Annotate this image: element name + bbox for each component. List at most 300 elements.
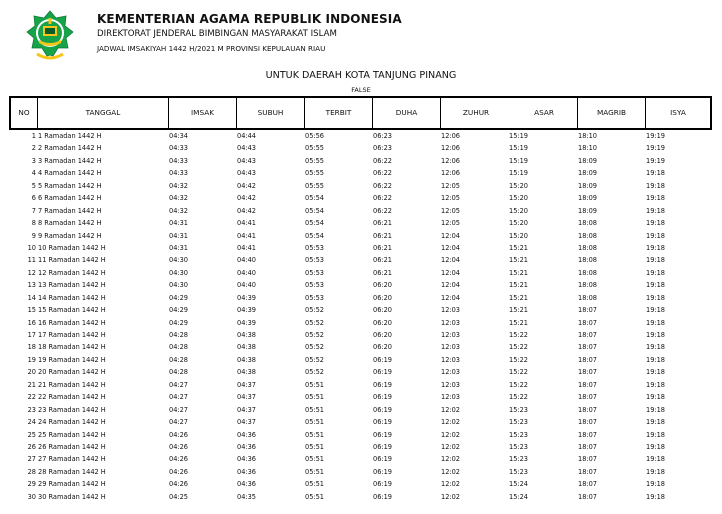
row-subuh: 04:38 xyxy=(237,355,257,364)
row-no: 26 xyxy=(27,442,36,451)
row-imsak: 04:31 xyxy=(169,243,189,252)
row-terbit: 05:55 xyxy=(305,181,325,190)
row-asar: 15:23 xyxy=(509,442,529,451)
row-imsak: 04:27 xyxy=(169,393,189,402)
row-imsak: 04:28 xyxy=(169,331,189,339)
row-tanggal: 6 Ramadan 1442 H xyxy=(38,194,102,203)
row-duha: 06:19 xyxy=(373,393,393,402)
row-no: 14 xyxy=(27,293,36,302)
row-magrib: 18:08 xyxy=(578,293,598,302)
row-no: 25 xyxy=(27,430,36,439)
row-subuh: 04:41 xyxy=(237,231,257,240)
row-no: 19 xyxy=(27,355,36,364)
row-subuh: 04:40 xyxy=(237,256,257,265)
row-no: 1 xyxy=(31,132,36,140)
row-terbit: 05:54 xyxy=(305,194,325,203)
row-isya: 19:18 xyxy=(646,430,666,439)
row-imsak: 04:30 xyxy=(169,256,189,265)
row-subuh: 04:39 xyxy=(237,318,257,327)
table-row xyxy=(9,329,712,341)
row-no: 24 xyxy=(27,418,36,427)
row-magrib: 18:09 xyxy=(578,156,598,165)
table-row xyxy=(9,379,712,391)
table-row xyxy=(9,254,712,266)
row-no: 10 xyxy=(27,243,36,252)
row-zuhur: 12:05 xyxy=(441,206,461,215)
row-subuh: 04:36 xyxy=(237,442,257,451)
row-magrib: 18:07 xyxy=(578,418,598,427)
row-magrib: 18:09 xyxy=(578,169,598,178)
row-asar: 15:19 xyxy=(509,169,529,178)
row-duha: 06:21 xyxy=(373,268,393,277)
row-terbit: 05:55 xyxy=(305,169,325,178)
row-subuh: 04:43 xyxy=(237,156,257,165)
row-isya: 19:18 xyxy=(646,455,666,464)
row-imsak: 04:25 xyxy=(169,492,189,501)
row-isya: 19:18 xyxy=(646,293,666,302)
row-terbit: 05:53 xyxy=(305,281,325,290)
row-no: 23 xyxy=(27,405,36,414)
row-tanggal: 21 Ramadan 1442 H xyxy=(38,380,106,389)
row-magrib: 18:07 xyxy=(578,405,598,414)
row-asar: 15:19 xyxy=(509,132,529,140)
row-imsak: 04:27 xyxy=(169,380,189,389)
row-magrib: 18:08 xyxy=(578,268,598,277)
table-row xyxy=(9,267,712,279)
row-asar: 15:20 xyxy=(509,206,529,215)
row-no: 15 xyxy=(27,306,36,315)
row-no: 2 xyxy=(31,144,36,153)
row-no: 11 xyxy=(27,256,36,265)
row-subuh: 04:37 xyxy=(237,393,257,402)
row-magrib: 18:07 xyxy=(578,318,598,327)
row-imsak: 04:26 xyxy=(169,480,189,489)
row-zuhur: 12:02 xyxy=(441,455,461,464)
row-duha: 06:20 xyxy=(373,293,393,302)
table-row xyxy=(9,441,712,453)
row-terbit: 05:56 xyxy=(305,132,325,140)
row-isya: 19:18 xyxy=(646,318,666,327)
row-magrib: 18:08 xyxy=(578,243,598,252)
row-zuhur: 12:06 xyxy=(441,144,461,153)
row-duha: 06:19 xyxy=(373,480,393,489)
col-isya: ISYA xyxy=(670,108,686,117)
row-terbit: 05:51 xyxy=(305,380,325,389)
row-tanggal: 30 Ramadan 1442 H xyxy=(38,492,106,501)
row-no: 22 xyxy=(27,393,36,402)
row-duha: 06:20 xyxy=(373,343,393,352)
row-duha: 06:19 xyxy=(373,467,393,476)
row-imsak: 04:28 xyxy=(169,355,189,364)
row-isya: 19:19 xyxy=(646,156,666,165)
row-asar: 15:22 xyxy=(509,368,529,377)
row-asar: 15:21 xyxy=(509,268,529,277)
row-isya: 19:18 xyxy=(646,480,666,489)
row-duha: 06:19 xyxy=(373,492,393,501)
row-tanggal: 10 Ramadan 1442 H xyxy=(38,243,106,252)
col-imsak: IMSAK xyxy=(191,108,214,117)
row-tanggal: 18 Ramadan 1442 H xyxy=(38,343,106,352)
row-subuh: 04:42 xyxy=(237,181,257,190)
row-zuhur: 12:02 xyxy=(441,442,461,451)
row-asar: 15:22 xyxy=(509,380,529,389)
row-subuh: 04:37 xyxy=(237,405,257,414)
row-terbit: 05:53 xyxy=(305,243,325,252)
row-duha: 06:20 xyxy=(373,306,393,315)
row-zuhur: 12:03 xyxy=(441,368,461,377)
row-magrib: 18:08 xyxy=(578,281,598,290)
row-zuhur: 12:06 xyxy=(441,132,461,140)
schedule-title: JADWAL IMSAKIYAH 1442 H/2021 M PROVINSI KEPULAUAN RIAU xyxy=(97,44,326,53)
row-asar: 15:23 xyxy=(509,418,529,427)
row-isya: 19:18 xyxy=(646,306,666,315)
row-subuh: 04:36 xyxy=(237,480,257,489)
row-asar: 15:24 xyxy=(509,492,529,501)
row-terbit: 05:51 xyxy=(305,492,325,501)
row-isya: 19:18 xyxy=(646,219,666,228)
table-row xyxy=(9,354,712,366)
table-row xyxy=(9,292,712,304)
row-zuhur: 12:04 xyxy=(441,231,461,240)
row-duha: 06:19 xyxy=(373,418,393,427)
row-terbit: 05:53 xyxy=(305,293,325,302)
row-terbit: 05:54 xyxy=(305,219,325,228)
row-isya: 19:18 xyxy=(646,442,666,451)
row-no: 20 xyxy=(27,368,36,377)
row-duha: 06:21 xyxy=(373,231,393,240)
row-imsak: 04:28 xyxy=(169,368,189,377)
row-duha: 06:19 xyxy=(373,368,393,377)
table-row xyxy=(9,366,712,378)
row-tanggal: 8 Ramadan 1442 H xyxy=(38,219,102,228)
row-duha: 06:23 xyxy=(373,144,393,153)
row-subuh: 04:43 xyxy=(237,169,257,178)
row-tanggal: 29 Ramadan 1442 H xyxy=(38,480,106,489)
row-zuhur: 12:05 xyxy=(441,181,461,190)
row-duha: 06:19 xyxy=(373,455,393,464)
row-terbit: 05:51 xyxy=(305,393,325,402)
row-asar: 15:24 xyxy=(509,480,529,489)
row-imsak: 04:28 xyxy=(169,343,189,352)
row-zuhur: 12:02 xyxy=(441,492,461,501)
row-tanggal: 1 Ramadan 1442 H xyxy=(38,132,102,140)
row-tanggal: 17 Ramadan 1442 H xyxy=(38,331,106,339)
table-row xyxy=(9,491,712,503)
row-magrib: 18:08 xyxy=(578,256,598,265)
row-isya: 19:18 xyxy=(646,231,666,240)
row-subuh: 04:36 xyxy=(237,455,257,464)
row-asar: 15:19 xyxy=(509,144,529,153)
row-duha: 06:22 xyxy=(373,194,393,203)
row-tanggal: 28 Ramadan 1442 H xyxy=(38,467,106,476)
row-magrib: 18:07 xyxy=(578,467,598,476)
row-asar: 15:23 xyxy=(509,467,529,476)
row-isya: 19:18 xyxy=(646,393,666,402)
row-tanggal: 27 Ramadan 1442 H xyxy=(38,455,106,464)
row-imsak: 04:29 xyxy=(169,293,189,302)
row-subuh: 04:43 xyxy=(237,144,257,153)
row-duha: 06:22 xyxy=(373,206,393,215)
row-tanggal: 13 Ramadan 1442 H xyxy=(38,281,106,290)
row-isya: 19:19 xyxy=(646,144,666,153)
row-tanggal: 22 Ramadan 1442 H xyxy=(38,393,106,402)
row-isya: 19:18 xyxy=(646,169,666,178)
row-no: 30 xyxy=(27,492,36,501)
table-row xyxy=(9,279,712,291)
row-imsak: 04:34 xyxy=(169,132,189,140)
row-subuh: 04:36 xyxy=(237,430,257,439)
row-terbit: 05:54 xyxy=(305,231,325,240)
row-imsak: 04:32 xyxy=(169,206,189,215)
row-duha: 06:21 xyxy=(373,219,393,228)
row-duha: 06:19 xyxy=(373,355,393,364)
row-no: 6 xyxy=(31,194,36,203)
row-subuh: 04:41 xyxy=(237,243,257,252)
row-asar: 15:21 xyxy=(509,243,529,252)
table-row xyxy=(9,155,712,167)
row-magrib: 18:09 xyxy=(578,181,598,190)
row-duha: 06:19 xyxy=(373,442,393,451)
row-terbit: 05:52 xyxy=(305,355,325,364)
row-imsak: 04:31 xyxy=(169,219,189,228)
row-magrib: 18:07 xyxy=(578,480,598,489)
row-tanggal: 2 Ramadan 1442 H xyxy=(38,144,102,153)
row-subuh: 04:39 xyxy=(237,293,257,302)
row-zuhur: 12:06 xyxy=(441,156,461,165)
row-tanggal: 19 Ramadan 1442 H xyxy=(38,355,106,364)
row-isya: 19:18 xyxy=(646,368,666,377)
table-body xyxy=(9,130,712,503)
row-terbit: 05:53 xyxy=(305,256,325,265)
table-row xyxy=(9,142,712,154)
row-asar: 15:20 xyxy=(509,219,529,228)
row-zuhur: 12:03 xyxy=(441,306,461,315)
row-zuhur: 12:02 xyxy=(441,430,461,439)
row-no: 8 xyxy=(31,219,36,228)
row-magrib: 18:10 xyxy=(578,144,598,153)
table-row xyxy=(9,317,712,329)
row-duha: 06:19 xyxy=(373,380,393,389)
row-asar: 15:22 xyxy=(509,393,529,402)
row-subuh: 04:42 xyxy=(237,194,257,203)
row-imsak: 04:26 xyxy=(169,467,189,476)
row-no: 21 xyxy=(27,380,36,389)
row-tanggal: 24 Ramadan 1442 H xyxy=(38,418,106,427)
table-row xyxy=(9,130,712,142)
row-isya: 19:18 xyxy=(646,405,666,414)
col-asar: ASAR xyxy=(534,108,554,117)
row-asar: 15:21 xyxy=(509,256,529,265)
directorate-subtitle: DIREKTORAT JENDERAL BIMBINGAN MASYARAKAT ISLAM xyxy=(97,29,337,39)
row-terbit: 05:55 xyxy=(305,156,325,165)
row-isya: 19:18 xyxy=(646,380,666,389)
table-row xyxy=(9,453,712,465)
row-terbit: 05:54 xyxy=(305,206,325,215)
row-isya: 19:18 xyxy=(646,331,666,339)
row-no: 18 xyxy=(27,343,36,352)
row-terbit: 05:52 xyxy=(305,343,325,352)
row-asar: 15:22 xyxy=(509,331,529,339)
row-imsak: 04:33 xyxy=(169,144,189,153)
table-row xyxy=(9,466,712,478)
row-magrib: 18:07 xyxy=(578,492,598,501)
row-magrib: 18:07 xyxy=(578,343,598,352)
table-row xyxy=(9,478,712,490)
table-row xyxy=(9,167,712,179)
row-tanggal: 26 Ramadan 1442 H xyxy=(38,442,106,451)
row-zuhur: 12:03 xyxy=(441,355,461,364)
row-isya: 19:18 xyxy=(646,194,666,203)
col-terbit: TERBIT xyxy=(325,108,352,117)
row-terbit: 05:53 xyxy=(305,268,325,277)
col-duha: DUHA xyxy=(395,108,418,117)
row-isya: 19:18 xyxy=(646,281,666,290)
row-isya: 19:18 xyxy=(646,268,666,277)
row-no: 13 xyxy=(27,281,36,290)
row-no: 16 xyxy=(27,318,36,327)
row-magrib: 18:08 xyxy=(578,231,598,240)
row-terbit: 05:51 xyxy=(305,467,325,476)
row-tanggal: 4 Ramadan 1442 H xyxy=(38,169,102,178)
row-duha: 06:20 xyxy=(373,331,393,339)
row-tanggal: 9 Ramadan 1442 H xyxy=(38,231,102,240)
row-imsak: 04:29 xyxy=(169,318,189,327)
row-isya: 19:18 xyxy=(646,355,666,364)
row-subuh: 04:39 xyxy=(237,306,257,315)
row-magrib: 18:07 xyxy=(578,380,598,389)
row-tanggal: 7 Ramadan 1442 H xyxy=(38,206,102,215)
row-asar: 15:21 xyxy=(509,281,529,290)
row-imsak: 04:33 xyxy=(169,169,189,178)
row-imsak: 04:32 xyxy=(169,194,189,203)
row-isya: 19:18 xyxy=(646,467,666,476)
row-imsak: 04:27 xyxy=(169,405,189,414)
row-tanggal: 5 Ramadan 1442 H xyxy=(38,181,102,190)
row-terbit: 05:52 xyxy=(305,318,325,327)
row-terbit: 05:52 xyxy=(305,306,325,315)
row-imsak: 04:32 xyxy=(169,181,189,190)
table-row xyxy=(9,304,712,316)
row-zuhur: 12:03 xyxy=(441,331,461,339)
row-duha: 06:22 xyxy=(373,156,393,165)
row-zuhur: 12:02 xyxy=(441,480,461,489)
row-imsak: 04:31 xyxy=(169,231,189,240)
row-magrib: 18:10 xyxy=(578,132,598,140)
row-tanggal: 23 Ramadan 1442 H xyxy=(38,405,106,414)
table-row xyxy=(9,242,712,254)
row-magrib: 18:07 xyxy=(578,306,598,315)
row-subuh: 04:37 xyxy=(237,418,257,427)
col-tanggal: TANGGAL xyxy=(85,108,121,117)
row-subuh: 04:42 xyxy=(237,206,257,215)
row-no: 9 xyxy=(31,231,36,240)
table-row xyxy=(9,429,712,441)
row-duha: 06:20 xyxy=(373,318,393,327)
row-isya: 19:18 xyxy=(646,206,666,215)
row-magrib: 18:07 xyxy=(578,393,598,402)
row-subuh: 04:40 xyxy=(237,281,257,290)
row-magrib: 18:07 xyxy=(578,442,598,451)
row-terbit: 05:51 xyxy=(305,455,325,464)
row-asar: 15:20 xyxy=(509,194,529,203)
row-duha: 06:22 xyxy=(373,181,393,190)
region-title: UNTUK DAERAH KOTA TANJUNG PINANG xyxy=(265,70,457,81)
row-subuh: 04:35 xyxy=(237,492,257,501)
row-imsak: 04:26 xyxy=(169,442,189,451)
row-imsak: 04:33 xyxy=(169,156,189,165)
col-no: NO xyxy=(18,108,30,117)
table-row xyxy=(9,404,712,416)
row-zuhur: 12:03 xyxy=(441,318,461,327)
row-tanggal: 16 Ramadan 1442 H xyxy=(38,318,106,327)
row-zuhur: 12:06 xyxy=(441,169,461,178)
row-magrib: 18:07 xyxy=(578,355,598,364)
row-imsak: 04:29 xyxy=(169,306,189,315)
row-no: 7 xyxy=(31,206,36,215)
col-magrib: MAGRIB xyxy=(596,108,627,117)
table-row xyxy=(9,230,712,242)
row-imsak: 04:26 xyxy=(169,455,189,464)
table-row xyxy=(9,205,712,217)
row-terbit: 05:52 xyxy=(305,368,325,377)
row-zuhur: 12:04 xyxy=(441,243,461,252)
row-subuh: 04:38 xyxy=(237,343,257,352)
row-subuh: 04:40 xyxy=(237,268,257,277)
col-subuh: SUBUH xyxy=(257,108,284,117)
row-terbit: 05:55 xyxy=(305,144,325,153)
row-no: 3 xyxy=(31,156,36,165)
row-duha: 06:19 xyxy=(373,430,393,439)
row-isya: 19:18 xyxy=(646,181,666,190)
row-imsak: 04:27 xyxy=(169,418,189,427)
row-magrib: 18:07 xyxy=(578,430,598,439)
row-subuh: 04:41 xyxy=(237,219,257,228)
table-row xyxy=(9,217,712,229)
row-zuhur: 12:05 xyxy=(441,194,461,203)
row-duha: 06:22 xyxy=(373,169,393,178)
row-no: 27 xyxy=(27,455,36,464)
table-row xyxy=(9,192,712,204)
row-terbit: 05:51 xyxy=(305,405,325,414)
table-header xyxy=(9,96,712,130)
row-zuhur: 12:02 xyxy=(441,405,461,414)
row-asar: 15:21 xyxy=(509,293,529,302)
row-zuhur: 12:03 xyxy=(441,393,461,402)
row-zuhur: 12:04 xyxy=(441,293,461,302)
row-isya: 19:18 xyxy=(646,243,666,252)
row-zuhur: 12:04 xyxy=(441,281,461,290)
row-duha: 06:21 xyxy=(373,243,393,252)
row-zuhur: 12:02 xyxy=(441,418,461,427)
table-row xyxy=(9,391,712,403)
row-tanggal: 12 Ramadan 1442 H xyxy=(38,268,106,277)
row-tanggal: 15 Ramadan 1442 H xyxy=(38,306,106,315)
row-zuhur: 12:04 xyxy=(441,268,461,277)
kemenag-logo xyxy=(25,10,75,64)
row-isya: 19:18 xyxy=(646,418,666,427)
row-isya: 19:18 xyxy=(646,492,666,501)
row-no: 12 xyxy=(27,268,36,277)
row-subuh: 04:44 xyxy=(237,132,257,140)
row-magrib: 18:07 xyxy=(578,331,598,339)
ministry-title: KEMENTERIAN AGAMA REPUBLIK INDONESIA xyxy=(97,12,402,26)
row-asar: 15:19 xyxy=(509,156,529,165)
row-asar: 15:22 xyxy=(509,343,529,352)
row-duha: 06:21 xyxy=(373,256,393,265)
row-no: 29 xyxy=(27,480,36,489)
row-magrib: 18:09 xyxy=(578,206,598,215)
row-duha: 06:19 xyxy=(373,405,393,414)
